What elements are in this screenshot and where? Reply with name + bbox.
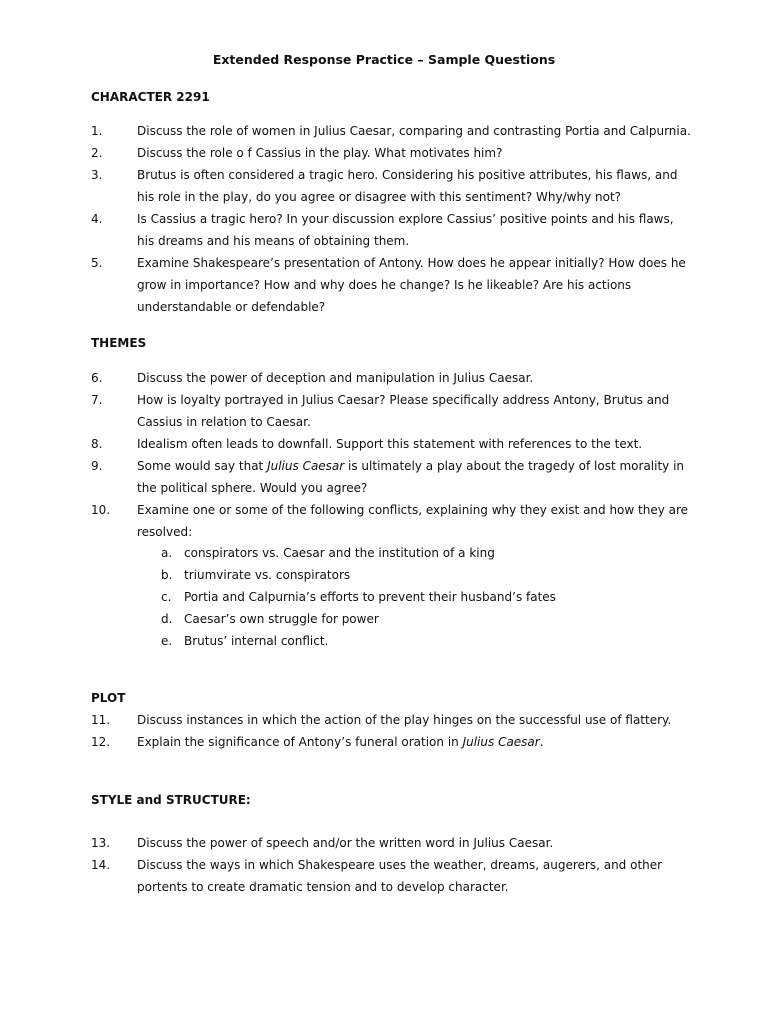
- question-item: [91, 854, 691, 898]
- play-title: Julius Caesar: [267, 459, 345, 473]
- question-text: Discuss the ways in which Shakespeare uses the weather, dreams, augerers, and other portents to create dramatic tension and to develop character.: [137, 858, 663, 894]
- question-text: Examine one or some of the following conflicts, explaining why they exist and how they are resolved:: [137, 503, 689, 539]
- question-number: 2.: [91, 146, 103, 160]
- question-text: Discuss the power of deception and manipulation in Julius Caesar.: [137, 371, 534, 385]
- question-text: Idealism often leads to downfall. Support this statement with references to the text.: [137, 437, 643, 451]
- section-heading-style: STYLE and STRUCTURE:: [91, 793, 251, 807]
- question-item: [91, 731, 691, 753]
- question-number: 8.: [91, 437, 103, 451]
- subquestion-text: conspirators vs. Caesar and the institution of a king: [184, 546, 495, 560]
- subquestion-item: [161, 542, 495, 564]
- question-text: Discuss the role of women in Julius Caesar, comparing and contrasting Portia and Calpurnia.: [137, 124, 691, 138]
- question-text: Discuss instances in which the action of the play hinges on the successful use of flattery.: [137, 713, 672, 727]
- question-number: 10.: [91, 503, 111, 517]
- question-number: 6.: [91, 371, 103, 385]
- subquestion-item: [161, 564, 350, 586]
- question-text-part: Explain the significance of Antony’s funeral oration in: [137, 735, 463, 749]
- question-item: [91, 499, 691, 543]
- subquestion-letter: d.: [161, 612, 173, 626]
- subquestion-letter: c.: [161, 590, 172, 604]
- question-number: 7.: [91, 393, 103, 407]
- question-text-part: .: [539, 735, 544, 749]
- question-text: Discuss the role o f Cassius in the play. What motivates him?: [137, 146, 503, 160]
- question-item: [91, 455, 691, 499]
- question-number: 1.: [91, 124, 103, 138]
- question-number: 14.: [91, 858, 111, 872]
- section-heading-themes: THEMES: [91, 336, 147, 350]
- question-item: [91, 433, 691, 455]
- question-number: 9.: [91, 459, 103, 473]
- question-number: 12.: [91, 735, 111, 749]
- subquestion-letter: e.: [161, 634, 173, 648]
- subquestion-text: Brutus’ internal conflict.: [184, 634, 329, 648]
- subquestion-text: Caesar’s own struggle for power: [184, 612, 379, 626]
- question-text: [137, 455, 691, 499]
- question-item: [91, 709, 691, 731]
- question-text: Is Cassius a tragic hero? In your discussion explore Cassius’ positive points and his flaws, his dreams and his means of obtaining them.: [137, 212, 674, 248]
- question-text-part: Some would say that: [137, 459, 268, 473]
- question-number: 5.: [91, 256, 103, 270]
- question-item: [91, 367, 691, 389]
- question-item: [91, 832, 691, 854]
- document-title: Extended Response Practice – Sample Questions: [212, 52, 556, 67]
- subquestion-letter: b.: [161, 568, 173, 582]
- subquestion-item: [161, 608, 379, 630]
- question-item: [91, 252, 691, 318]
- question-number: 13.: [91, 836, 111, 850]
- question-text: Examine Shakespeare’s presentation of Antony. How does he appear initially? How does he grow in importance? How and why does he change? Is he likeable? Are his actions understandable or defendable?: [137, 256, 686, 314]
- question-item: [91, 120, 691, 142]
- question-text: How is loyalty portrayed in Julius Caesar? Please specifically address Antony, Brutus and Cassius in relation to Caesar.: [137, 393, 670, 429]
- question-number: 3.: [91, 168, 103, 182]
- question-text: Brutus is often considered a tragic hero. Considering his positive attributes, his flaws, and his role in the play, do you agree or disagree with this sentiment? Why/why not?: [137, 168, 678, 204]
- question-item: [91, 208, 691, 252]
- subquestion-text: triumvirate vs. conspirators: [184, 568, 351, 582]
- question-number: 11.: [91, 713, 111, 727]
- subquestion-text: Portia and Calpurnia’s efforts to prevent their husband’s fates: [184, 590, 556, 604]
- subquestion-item: [161, 586, 556, 608]
- subquestion-item: [161, 630, 328, 652]
- play-title: Julius Caesar: [462, 735, 540, 749]
- question-item: [91, 389, 691, 433]
- section-heading-character: CHARACTER 2291: [91, 90, 210, 104]
- subquestion-letter: a.: [161, 546, 173, 560]
- question-text: [137, 731, 691, 753]
- question-text-part: is ultimately a play about the tragedy of lost morality in the political sphere. Would you agree?: [137, 459, 685, 495]
- question-item: [91, 142, 691, 164]
- question-text: Discuss the power of speech and/or the written word in Julius Caesar.: [137, 836, 554, 850]
- question-number: 4.: [91, 212, 103, 226]
- section-heading-plot: PLOT: [91, 691, 126, 705]
- question-item: [91, 164, 691, 208]
